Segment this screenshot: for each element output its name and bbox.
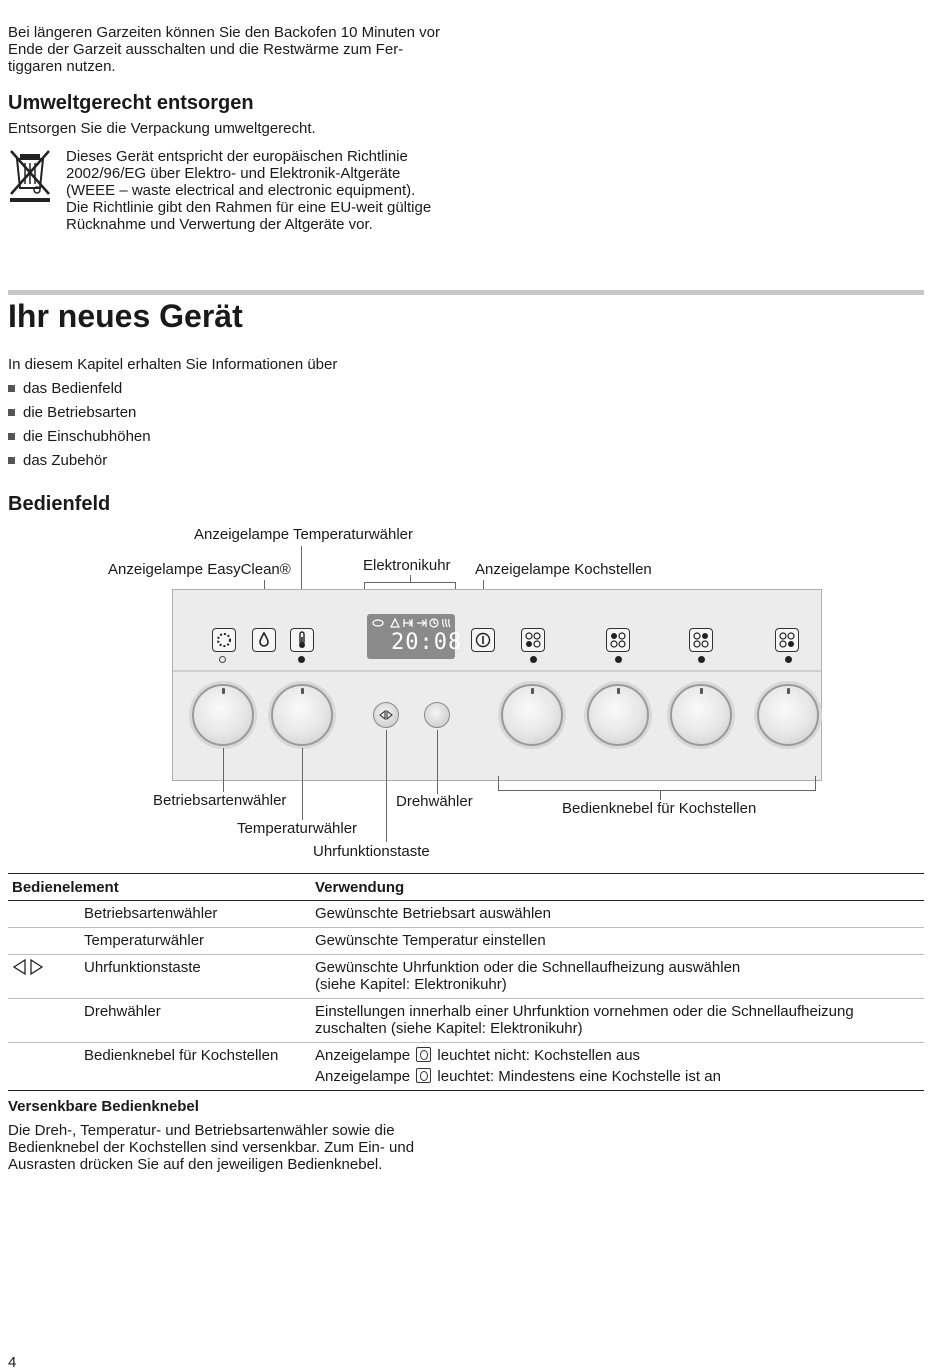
hob-knob[interactable] — [670, 684, 732, 746]
indicator-dot — [785, 656, 792, 663]
clock-display — [367, 614, 463, 659]
table-row — [8, 999, 924, 1043]
row-use — [311, 1043, 924, 1067]
list-item: die Betriebsarten — [8, 404, 408, 428]
label-hob-knobs: Bedienknebel für Kochstellen — [562, 800, 757, 817]
easyclean-icon — [213, 629, 235, 651]
table-header-row — [8, 874, 924, 901]
row-use: Gewünschte Uhrfunktion oder die Schnellaufheizung auswählen (siehe Kapitel: Elektronikuhr) — [311, 955, 924, 999]
clock-function-button[interactable] — [373, 702, 399, 728]
retractable-line: Ausrasten drücken Sie auf den jeweiligen Bedienknebel. — [8, 1156, 383, 1173]
temp-lamp-symbol — [252, 628, 276, 652]
row-element: Betriebsartenwähler — [80, 901, 311, 928]
retractable-line: Bedienknebel der Kochstellen sind versenkbar. Zum Ein- und — [8, 1139, 415, 1156]
left-right-arrows-icon — [12, 959, 44, 975]
row-use-prefix: Anzeigelampe — [315, 1068, 411, 1085]
row-element: Temperaturwähler — [80, 928, 311, 955]
table-row — [8, 955, 924, 999]
hob-front-left-icon — [522, 629, 544, 651]
page-number: 4 — [8, 1354, 17, 1370]
chapter-divider — [8, 290, 924, 295]
weee-line: Die Richtlinie gibt den Rahmen für eine EU-weit gültige — [66, 199, 432, 216]
intro-paragraph: Bei längeren Garzeiten können Sie den Backofen 10 Minuten vor Ende der Garzeit ausschalten und die Restwärme zum Fer-tiggaren nutzen. — [8, 24, 440, 75]
hob-front-left-symbol — [521, 628, 545, 652]
leader-line — [223, 748, 224, 792]
bedienfeld-heading: Bedienfeld — [8, 493, 111, 515]
thermometer-symbol — [290, 628, 314, 652]
table-row — [8, 901, 924, 928]
crossed-out-wheelie-bin-icon — [8, 148, 52, 206]
label-clock: Elektronikuhr — [363, 557, 451, 574]
row-element: Drehwähler — [80, 999, 311, 1043]
retractable-line: Die Dreh-, Temperatur- und Betriebsartenwähler sowie die — [8, 1122, 395, 1139]
hob-knob[interactable] — [501, 684, 563, 746]
indicator-dot — [298, 656, 305, 663]
weee-line: Rücknahme und Verwertung der Altgeräte vor. — [66, 216, 373, 233]
hob-knob[interactable] — [587, 684, 649, 746]
leader-line — [302, 748, 303, 820]
leader-line — [386, 730, 387, 842]
leader-bracket — [498, 776, 499, 791]
panel-separator — [173, 670, 821, 672]
indicator-dot — [698, 656, 705, 663]
label-temp-selector: Temperaturwähler — [237, 820, 358, 837]
indicator-dot — [615, 656, 622, 663]
left-right-arrows-icon — [374, 703, 398, 727]
easyclean-symbol — [212, 628, 236, 652]
chapter-title: Ihr neues Gerät — [8, 298, 243, 334]
thermometer-icon — [291, 629, 313, 651]
retractable-heading: Versenkbare Bedienknebel — [8, 1098, 199, 1115]
hob-rear-right-icon — [690, 629, 712, 651]
row-element: Bedienknebel für Kochstellen — [84, 1047, 279, 1064]
chapter-intro: In diesem Kapitel erhalten Sie Informationen über — [8, 356, 338, 373]
weee-line: Dieses Gerät entspricht der europäischen Richtlinie — [66, 148, 408, 165]
row-element: Uhrfunktionstaste — [80, 955, 311, 999]
list-item: die Einschubhöhen — [8, 428, 408, 452]
leader-bracket — [410, 575, 411, 583]
list-item: das Bedienfeld — [8, 380, 408, 404]
label-hob-lamp: Anzeigelampe Kochstellen — [475, 561, 652, 578]
leader-line — [437, 730, 438, 794]
power-symbol — [471, 628, 495, 652]
leader-bracket — [498, 790, 816, 791]
row-use-suffix: leuchtet: Mindestens eine Kochstelle ist an — [437, 1068, 721, 1085]
label-easyclean-lamp: Anzeigelampe EasyClean® — [108, 561, 291, 578]
control-panel — [172, 589, 822, 781]
hob-knob[interactable] — [757, 684, 819, 746]
hob-front-right-symbol — [775, 628, 799, 652]
row-use: Gewünschte Temperatur einstellen — [311, 928, 924, 955]
header-use: Verwendung — [311, 874, 924, 901]
display-icon-row — [371, 617, 451, 629]
table-row — [8, 1043, 924, 1067]
power-icon — [472, 629, 494, 651]
label-clock-button: Uhrfunktionstaste — [313, 843, 430, 860]
table-row — [8, 1066, 924, 1091]
indicator-lamp-icon — [416, 1068, 431, 1083]
mode-selector-knob[interactable] — [192, 684, 254, 746]
hob-front-right-icon — [776, 629, 798, 651]
droplet-icon — [253, 629, 275, 651]
table-row — [8, 928, 924, 955]
label-rotary: Drehwähler — [396, 793, 473, 810]
row-use: Gewünschte Betriebsart auswählen — [311, 901, 924, 928]
label-mode-selector: Betriebsartenwähler — [153, 792, 287, 809]
rotary-selector[interactable] — [424, 702, 450, 728]
list-item: das Zubehör — [8, 452, 408, 476]
disposal-text: Entsorgen Sie die Verpackung umweltgerecht. — [8, 120, 316, 137]
display-time: 20:08 — [391, 630, 463, 655]
row-use-prefix: Anzeigelampe — [315, 1047, 411, 1064]
header-element: Bedienelement — [8, 874, 311, 901]
chapter-topic-list — [8, 380, 408, 476]
row-use: Einstellungen innerhalb einer Uhrfunktion vornehmen oder die Schnellaufheizung zuschalten (siehe Kapitel: Elektronikuhr) — [311, 999, 924, 1043]
disposal-heading: Umweltgerecht entsorgen — [8, 92, 254, 114]
retractable-text — [8, 1122, 468, 1173]
indicator-dot — [219, 656, 226, 663]
leader-bracket — [815, 776, 816, 791]
temp-selector-knob[interactable] — [271, 684, 333, 746]
indicator-dot — [530, 656, 537, 663]
hob-rear-right-symbol — [689, 628, 713, 652]
indicator-lamp-icon — [416, 1047, 431, 1062]
weee-line: 2002/96/EG über Elektro- und Elektronik-Altgeräte — [66, 165, 401, 182]
hob-rear-left-symbol — [606, 628, 630, 652]
hob-rear-left-icon — [607, 629, 629, 651]
leader-bracket — [660, 790, 661, 800]
controls-table — [8, 873, 924, 1091]
weee-text — [66, 148, 466, 233]
weee-line: (WEEE – waste electrical and electronic equipment). — [66, 182, 416, 199]
row-use-suffix: leuchtet nicht: Kochstellen aus — [437, 1047, 641, 1064]
label-temp-lamp: Anzeigelampe Temperaturwähler — [194, 526, 414, 543]
row-use — [311, 1066, 924, 1091]
